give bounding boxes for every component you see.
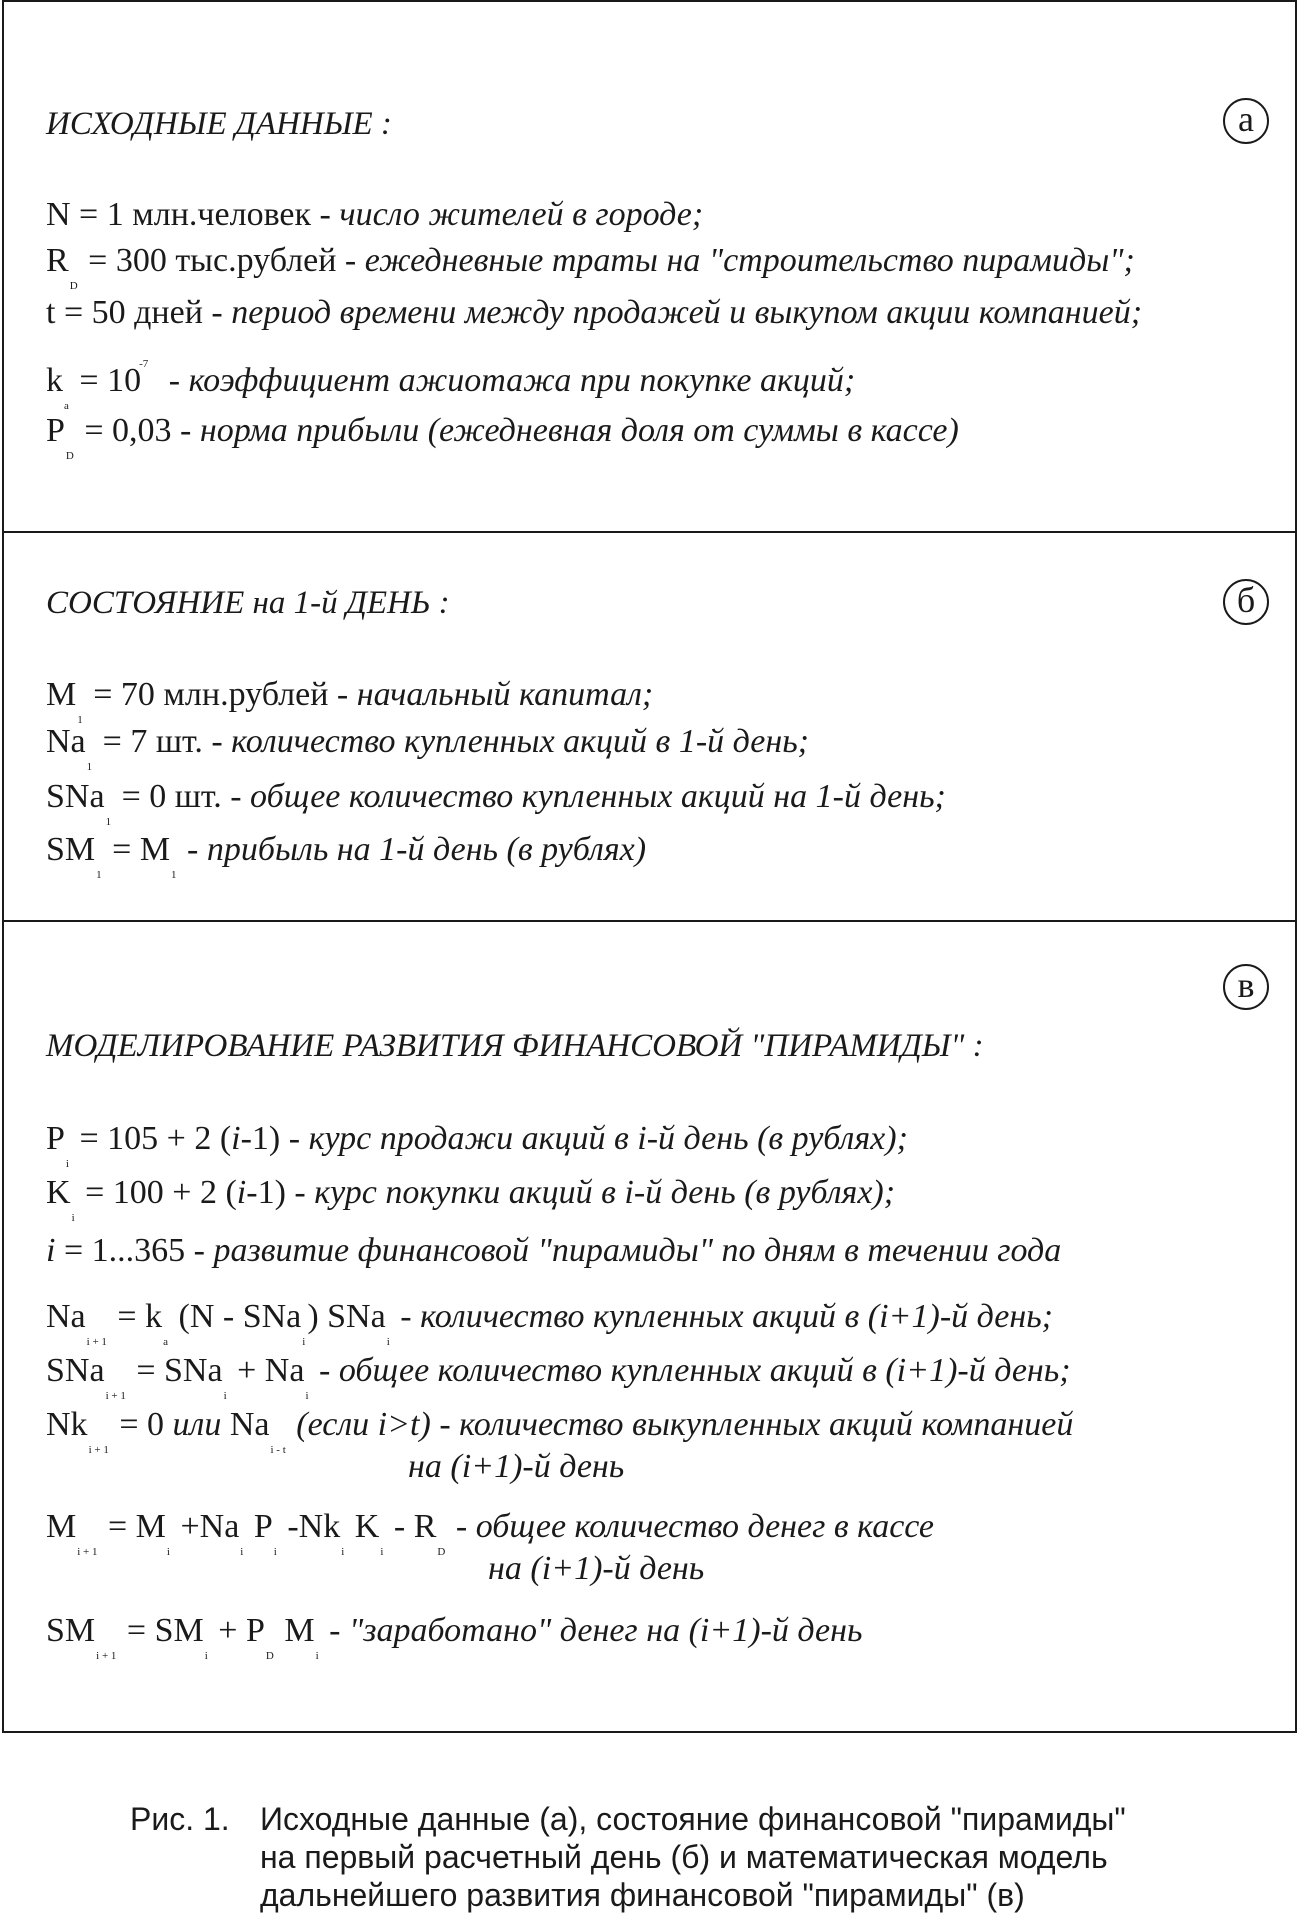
label-a-badge: а <box>1223 98 1269 144</box>
formula-Ki: $K_i = 100 + 2$ (i-1) - курс покупки акций в i-й день (в рублях); <box>46 1174 896 1224</box>
section-title: ИСХОДНЫЕ ДАННЫЕ : <box>46 106 392 142</box>
panel-day-one-state <box>2 531 1297 922</box>
formula-Na1: $Na_1 = 7$ шт. - количество купленных акций в 1-й день; <box>46 723 810 773</box>
section-title: СОСТОЯНИЕ на 1-й ДЕНЬ : <box>46 585 450 621</box>
caption-label: Рис. 1. <box>130 1801 230 1837</box>
panel-model <box>2 920 1297 1733</box>
label-b-badge: б <box>1223 579 1269 625</box>
formula-N: N = 1 млн.человек - число жителей в городе; <box>46 196 704 233</box>
figure-caption <box>130 1800 1126 1914</box>
formula-Nk-continuation: на (i+1)-й день <box>408 1448 625 1485</box>
caption-line-1: Рис. 1. Исходные данные (а), состояние финансовой "пирамиды" <box>130 1801 1126 1837</box>
caption-line-3: дальнейшего развития финансовой "пирамиды" (в) <box>260 1877 1025 1913</box>
formula-Nk-next: $Nk_{i + 1} = 0$ или $Na_{i - t}$ (если i>t) - количество выкупленных акций компанией <box>46 1406 1074 1456</box>
formula-t: t = 50 дней - период времени между продажей и выкупом акции компанией; <box>46 294 1143 331</box>
formula-R: $R_D = 300$ тыс.рублей - ежедневные траты на "строительство пирамиды"; <box>46 242 1135 292</box>
label-c-badge: в <box>1223 964 1269 1010</box>
formula-M1: $M_1 = 70$ млн.рублей - начальный капитал; <box>46 676 654 726</box>
section-title: МОДЕЛИРОВАНИЕ РАЗВИТИЯ ФИНАНСОВОЙ "ПИРАМИДЫ" : <box>46 1028 984 1064</box>
formula-M-continuation: на (i+1)-й день <box>488 1550 705 1587</box>
panel-initial-data <box>2 0 1297 533</box>
caption-line-2: на первый расчетный день (б) и математическая модель <box>260 1839 1108 1875</box>
formula-SNa-next: $SNa_{i + 1} = SNa_i + Na_i$ - общее количество купленных акций в (i+1)-й день; <box>46 1352 1071 1402</box>
formula-k: $k_a = 10^{-7}$ - коэффициент ажиотажа при покупке акций; <box>46 358 856 412</box>
formula-Pi: $P_i = 105 + 2$ (i-1) - курс продажи акций в i-й день (в рублях); <box>46 1120 908 1170</box>
formula-range: i = 1...365 - развитие финансовой "пирамиды" по дням в течении года <box>46 1232 1062 1269</box>
formula-SNa1: SNa$_1$ = 0 шт. - общее количество купленных акций на 1-й день; <box>46 778 946 828</box>
formula-Na-next: $Na_{i + 1} = k_a$ (N - SNa$_i$) SNa$_i$ - количество купленных акций в (i+1)-й день; <box>46 1298 1054 1348</box>
formula-P: $P_D = 0,03$ - норма прибыли (ежедневная доля от суммы в кассе) <box>46 412 959 462</box>
formula-SM1: $SM_1 = M_1$ - прибыль на 1-й день (в рублях) <box>46 831 647 881</box>
formula-M-next: $M_{i + 1} = M_i +Na_i$ $P_i$ $-Nk_i$ $K_i - R_D$ - общее количество денег в кассе <box>46 1508 935 1558</box>
formula-SM-next: $SM_{i + 1} = SM_i + P_D$ $M_i$ - "заработано" денег на (i+1)-й день <box>46 1612 863 1662</box>
